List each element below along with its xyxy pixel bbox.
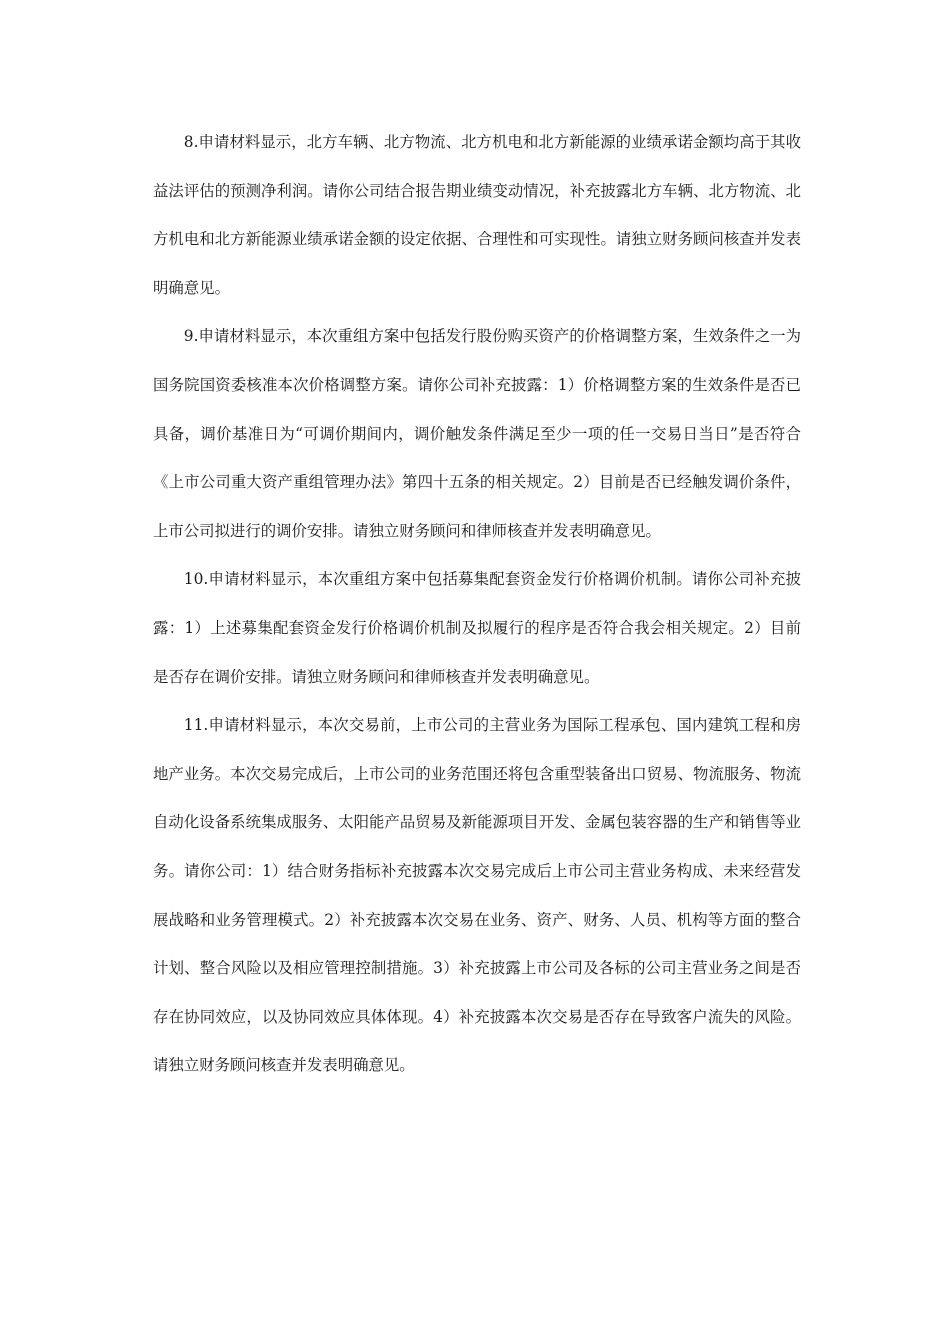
paragraph-item-8: 8.申请材料显示，北方车辆、北方物流、北方机电和北方新能源的业绩承诺金额均高于其收益法评估的预测净利润。请你公司结合报告期业绩变动情况，补充披露北方车辆、北方物流、北方机电和北方新能源业绩承诺金额的设定依据、合理性和可实现性。请独立财务顾问核查并发表明确意见。 <box>153 133 801 297</box>
document-body <box>153 118 801 1090</box>
paragraph-item-9: 9.申请材料显示，本次重组方案中包括发行股份购买资产的价格调整方案，生效条件之一为国务院国资委核准本次价格调整方案。请你公司补充披露：1）价格调整方案的生效条件是否已具备，调价基准日为“可调价期间内，调价触发条件满足至少一项的任一交易日当日”是否符合《上市公司重大资产重组管理办法》第四十五条的相关规定。2）目前是否已经触发调价条件，上市公司拟进行的调价安排。请独立财务顾问和律师核查并发表明确意见。 <box>153 327 801 540</box>
paragraph-item-11: 11.申请材料显示，本次交易前，上市公司的主营业务为国际工程承包、国内建筑工程和房地产业务。本次交易完成后，上市公司的业务范围还将包含重型装备出口贸易、物流服务、物流自动化设备系统集成服务、太阳能产品贸易及新能源项目开发、金属包装容器的生产和销售等业务。请你公司：1）结合财务指标补充披露本次交易完成后上市公司主营业务构成、未来经营发展战略和业务管理模式。2）补充披露本次交易在业务、资产、财务、人员、机构等方面的整合计划、整合风险以及相应管理控制措施。3）补充披露上市公司及各标的公司主营业务之间是否存在协同效应，以及协同效应具体体现。4）补充披露本次交易是否存在导致客户流失的风险。请独立财务顾问核查并发表明确意见。 <box>153 716 801 1075</box>
paragraph-item-10: 10.申请材料显示，本次重组方案中包括募集配套资金发行价格调价机制。请你公司补充披露：1）上述募集配套资金发行价格调价机制及拟履行的程序是否符合我会相关规定。2）目前是否存在调价安排。请独立财务顾问和律师核查并发表明确意见。 <box>153 570 801 686</box>
